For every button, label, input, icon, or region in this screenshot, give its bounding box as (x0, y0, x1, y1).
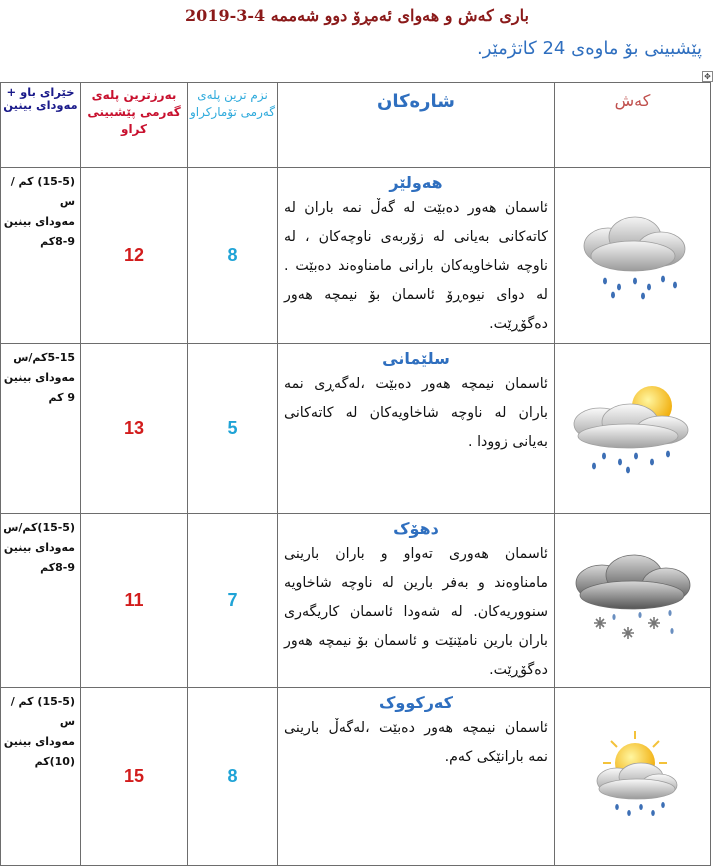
table-row (1, 344, 711, 514)
visibility-label: مەودای بینین (3, 541, 75, 554)
max-temp-value: 12 (81, 168, 188, 344)
min-temp-value: 8 (188, 688, 278, 866)
visibility-label: مەودای بینین (3, 371, 75, 384)
table-header-row (1, 83, 711, 168)
weather-icon-cell (555, 344, 711, 514)
sun-cloud-rain-icon (570, 384, 695, 474)
city-name: دهۆک (393, 519, 439, 538)
col-header-cities: شارەکان (278, 83, 555, 168)
visibility-label: مەودای بینین (3, 215, 75, 228)
city-forecast: ئاسمان نیمچە هەور دەبێت ،لەگەڕی نمە باران لە ناوچە شاخاویەکان لە کاتەکانی بەیانی زوودا . (284, 376, 548, 450)
visibility-label: مەودای بینین (3, 735, 75, 748)
weather-icon-cell (555, 168, 711, 344)
visibility-value: 8-9کم (40, 561, 75, 574)
table-move-handle-icon[interactable]: ✥ (702, 71, 713, 82)
min-temp-value: 7 (188, 514, 278, 688)
min-temp-value: 8 (188, 168, 278, 344)
city-forecast: ئاسمان نیمچە هەور دەبێت ،لەگەڵ بارینی نمە بارانێکی کەم. (284, 720, 548, 765)
city-forecast: ئاسمان هەوری تەواو و باران بارینی مامناوەند و بەفر بارین لە ناوچە شاخاویە سنووریەکان. لە شەودا ئاسمان کاریگەری باران بارین نامێنێت و ئاسمان بۆ نیمچە هەور دەگۆڕێت. (284, 546, 548, 678)
wind-speed: (15-5)کم/س (3, 521, 75, 534)
wind-speed: (15-5) کم /س (10, 695, 75, 728)
col-header-weather: کەش (555, 83, 711, 168)
city-cell (278, 688, 555, 866)
wind-visibility-cell (1, 344, 81, 514)
cloud-snow-icon (570, 551, 695, 651)
city-forecast: ئاسمان هەور دەبێت لە گەڵ نمە باران لە کاتەکانی بەیانی لە زۆربەی ناوچەکان ، لە ناوچە شاخاویەکان بارانی مامناوەند دەبێت . لە دوای نیوەڕۆ ئاسمان بۆ نیمچە هەور دەگۆڕێت. (284, 200, 548, 332)
table-row (1, 514, 711, 688)
forecast-subtitle: پێشبینی بۆ ماوەی 24 کاتژمێر. (477, 38, 702, 59)
max-temp-value: 13 (81, 344, 188, 514)
table-row (1, 688, 711, 866)
max-temp-value: 15 (81, 688, 188, 866)
city-cell (278, 168, 555, 344)
wind-visibility-cell (1, 688, 81, 866)
col-header-max-temp: بەرزترین پلەی گەرمی پێشبینی کراو (81, 83, 188, 168)
cloud-rain-icon (573, 211, 693, 301)
sun-cloud-drizzle-icon (583, 727, 683, 827)
weather-icon-cell (555, 514, 711, 688)
visibility-value: 9 کم (48, 391, 75, 404)
city-name: سلێمانی (382, 349, 450, 368)
min-temp-value: 5 (188, 344, 278, 514)
wind-speed: 5-15کم/س (13, 351, 75, 364)
weather-table (0, 82, 711, 866)
page-title: باری کەش و هەوای ئەمڕۆ دوو شەممە 4-3-2019 (185, 6, 529, 25)
col-header-min-temp: نزم ترین پلەی گەرمی تۆمارکراو (188, 83, 278, 168)
wind-visibility-cell (1, 168, 81, 344)
city-cell (278, 344, 555, 514)
weather-icon-cell (555, 688, 711, 866)
col-header-wind: خێرای باو + مەودای بینین (1, 83, 81, 168)
table-row (1, 168, 711, 344)
visibility-value: (10)کم (34, 755, 75, 768)
visibility-value: 8-9کم (40, 235, 75, 248)
wind-visibility-cell (1, 514, 81, 688)
city-cell (278, 514, 555, 688)
city-name: هەولێر (389, 173, 443, 192)
wind-speed: (15-5) کم /س (10, 175, 75, 208)
max-temp-value: 11 (81, 514, 188, 688)
city-name: کەرکووک (379, 693, 453, 712)
